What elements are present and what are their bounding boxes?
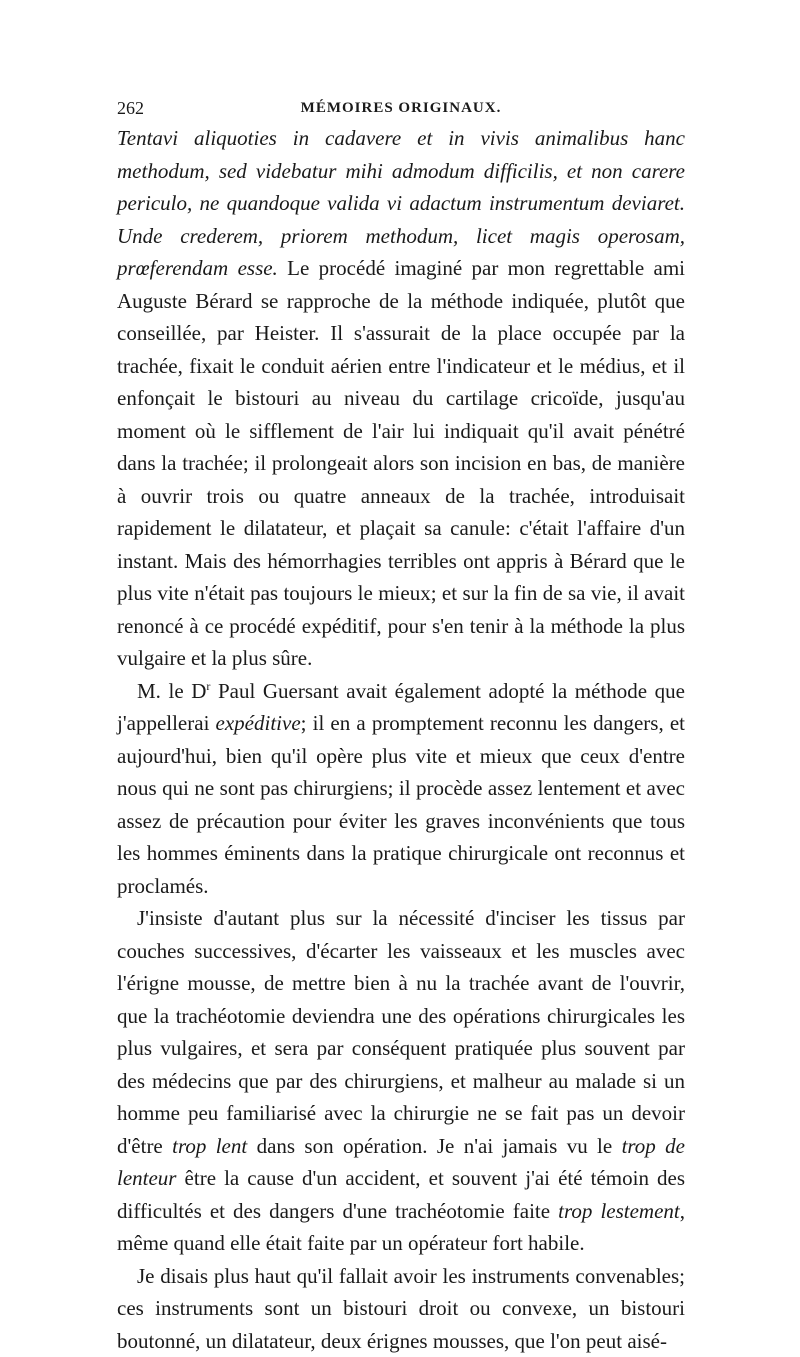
paragraph-3-part2: dans son opération. Je n'ai jamais vu le	[247, 1134, 621, 1158]
paragraph-1-text: Le procédé imaginé par mon regrettable ami Auguste Bérard se rapproche de la méthode indiquée, plutôt que conseillée, par Heister. Il s'assurait de la place occupée par la trachée, fixait le conduit aérien entre l'indicateur et le médius, et il enfonçait le bistouri au niveau du cartilage cricoïde, jusqu'au moment où le sifflement de l'air lui indiquait qu'il avait pénétré dans la trachée; il prolongeait alors son incision en bas, de manière à ouvrir trois ou quatre anneaux de la trachée, introduisait rapidement le dilatateur, et plaçait sa canule: c'était l'affaire d'un instant. Mais des hémorrhagies terribles ont appris à Bérard que le plus vite n'était pas toujours le mieux; et sur la fin de sa vie, il avait renoncé à ce procédé expéditif, pour s'en tenir à la méthode la plus vulgaire et la plus sûre.	[117, 256, 685, 670]
latin-quotation: Tentavi aliquoties in cadavere et in vivis animalibus hanc methodum, sed videbatur mihi admodum difficilis, et non carere periculo, ne quandoque valida vi adactum instrumentum deviaret. Unde crederem, priorem methodum, licet magis operosam, prœferendam esse.	[117, 126, 685, 280]
paragraph-2-part3: ; il en a promptement reconnu les dangers, et aujourd'hui, bien qu'il opère plus vite et mieux que ceux d'entre nous qui ne sont pas chirurgiens; il procède assez lentement et avec assez de précaution pour éviter les graves inconvénients que tous les hommes éminents dans la pratique chirurgicale ont reconnus et proclamés.	[117, 711, 685, 898]
paragraph-3-part3: être la cause d'un accident, et souvent j'ai été témoin des difficultés et des dangers d'une trachéotomie faite	[117, 1166, 685, 1223]
paragraph-1	[117, 122, 685, 675]
paragraph-2-part2: Paul Guersant avait également adopté la méthode que j'appellerai	[117, 679, 685, 736]
running-head: MÉMOIRES ORIGINAUX.	[117, 100, 685, 117]
paragraph-2-part1: M. le D	[137, 679, 206, 703]
paragraph-4: Je disais plus haut qu'il fallait avoir les instruments convenables; ces instruments sont un bistouri droit ou convexe, un bistouri boutonné, un dilatateur, deux érignes mousses, que l'on peut aisé-	[117, 1260, 685, 1357]
book-page	[117, 92, 685, 1357]
paragraph-3	[117, 902, 685, 1260]
italic-trop-de-lenteur: trop de lenteur	[117, 1134, 685, 1191]
italic-expeditive: expéditive	[216, 711, 301, 735]
page-number: 262	[117, 98, 144, 119]
page-header	[117, 92, 685, 122]
italic-trop-lent: trop lent	[172, 1134, 247, 1158]
doctor-superscript: r	[206, 679, 210, 693]
paragraph-3-part1: J'insiste d'autant plus sur la nécessité d'inciser les tissus par couches successives, d'écarter les vaisseaux et les muscles avec l'érigne mousse, de mettre bien à nu la trachée avant de l'ouvrir, que la trachéotomie deviendra une des opérations chirurgicales les plus vulgaires, et sera par conséquent pratiquée plus souvent par des médecins que par des chirurgiens, et malheur au malade si un homme peu familiarisé avec la chirurgie ne se fait pas un devoir d'être	[117, 906, 685, 1158]
paragraph-3-part4: , même quand elle était faite par un opérateur fort habile.	[117, 1199, 685, 1256]
paragraph-2	[117, 675, 685, 903]
italic-trop-lestement: trop lestement	[558, 1199, 680, 1223]
